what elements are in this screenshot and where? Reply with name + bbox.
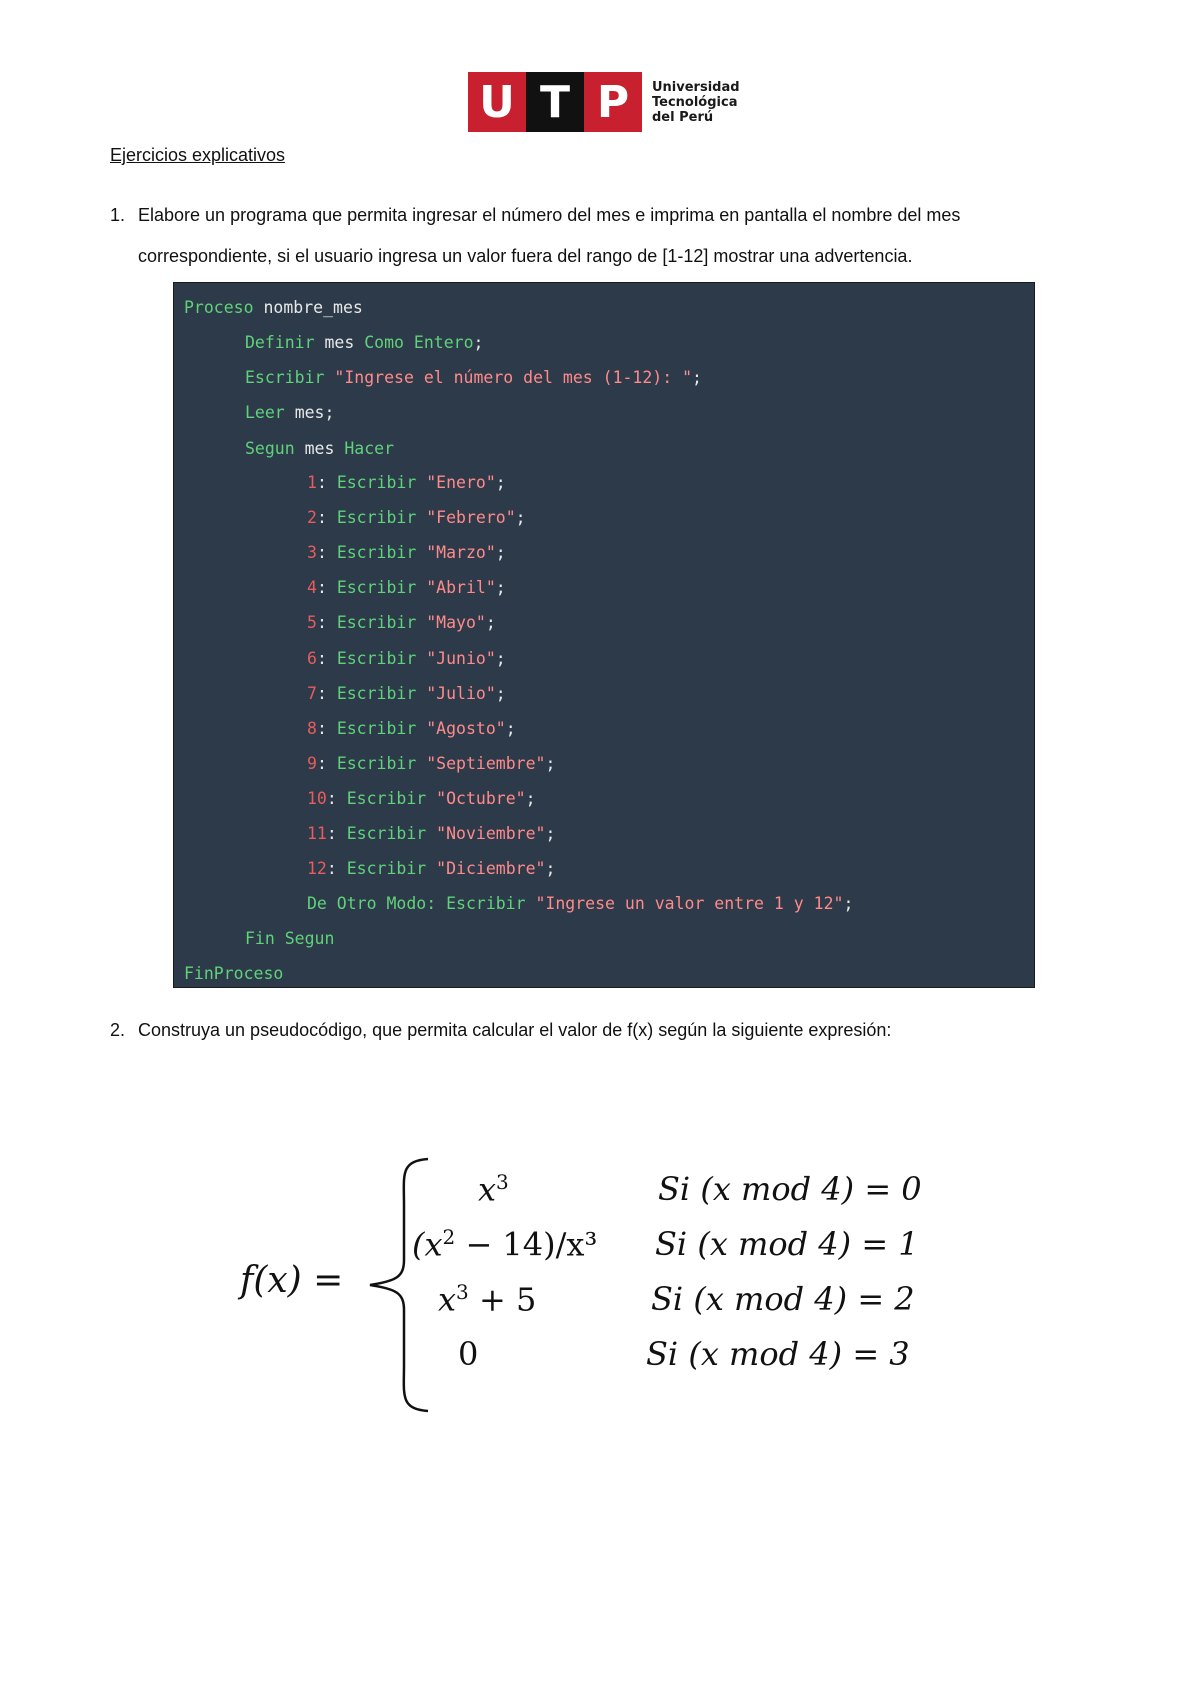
formula-case-condition: Si (x mod 4) = 3 [646,1335,910,1373]
code-line-case: 7: Escribir "Julio"; [307,683,506,703]
kw-hacer: Hacer [344,439,395,458]
code-line-case: 9: Escribir "Septiembre"; [307,753,556,773]
logo-letter-p: P [584,72,642,132]
case-string: "Junio" [426,648,496,668]
segun-var: mes [304,439,335,458]
kw-otro-modo: De Otro Modo: [307,894,437,913]
kw-definir: Definir [245,333,315,352]
case-number: 3 [307,543,317,563]
exercise1-line1 [110,205,960,226]
exercise2-line [110,1020,891,1041]
expr-base: 0 [458,1335,479,1373]
kw-como: Como [364,333,404,352]
leer-var: mes; [294,403,335,422]
kw-escribir-case: Escribir [336,718,417,738]
proceso-name: nombre_mes [263,298,363,317]
case-string: "Febrero" [426,508,516,528]
kw-fin-segun: Fin Segun [245,929,335,948]
case-number: 2 [307,508,317,528]
kw-entero: Entero [413,333,474,352]
logo-letter-u: U [468,72,526,132]
code-line-case: 12: Escribir "Diciembre"; [307,859,556,879]
case-string: "Enero" [426,473,496,492]
otro-modo-string: "Ingrese un valor entre 1 y 12" [535,894,844,913]
formula-case-expr [458,1335,478,1373]
logo-name-line2: Tecnológica [652,94,738,110]
formula-case-condition: Si (x mod 4) = 2 [651,1280,915,1318]
kw-escribir-case: Escribir [336,543,417,563]
exercise2-text: Construya un pseudocódigo, que permita calcular el valor de f(x) según la siguiente expresión: [138,1020,892,1040]
expr-sup: 2 [442,1225,456,1249]
code-line-proceso [184,297,363,319]
exercise2-number: 2. [110,1020,126,1040]
expr-sup: 3 [456,1280,469,1304]
kw-escribir-case: Escribir [346,824,427,843]
kw-leer: Leer [245,403,285,422]
kw-escribir-case: Escribir [346,788,427,808]
case-string: "Agosto" [426,718,506,738]
case-number: 5 [307,613,317,633]
code-line-fin-proceso [184,963,283,985]
kw-escribir: Escribir [245,368,325,387]
case-number: 1 [307,473,317,492]
code-line-case: 11: Escribir "Noviembre"; [307,824,556,843]
utp-logo [468,72,740,132]
code-line-leer [245,402,334,424]
kw-escribir-case: Escribir [336,683,417,703]
logo-letter-t: T [526,72,584,132]
logo-name-line3: del Perú [652,109,714,125]
kw-escribir-case: Escribir [336,613,417,633]
code-line-case: 2: Escribir "Febrero"; [307,508,526,528]
case-string: "Marzo" [426,543,496,563]
code-line-case: 4: Escribir "Abril"; [307,578,506,598]
kw-escribir-case: Escribir [336,753,417,773]
exercise1-line2: correspondiente, si el usuario ingresa un valor fuera del rango de [1-12] mostrar una advertencia. [138,246,913,266]
case-string: "Mayo" [426,613,486,633]
kw-escribir-otro: Escribir [446,894,526,913]
kw-escribir-case: Escribir [346,859,427,879]
logo-mark [468,72,642,132]
expr-sup: 3 [496,1170,509,1194]
expr-rest: + 5 [468,1280,537,1319]
case-number: 12 [307,859,327,879]
case-number: 9 [307,753,317,773]
formula-lhs: f(x) = [240,1260,344,1301]
case-number: 8 [307,718,317,738]
case-string: "Abril" [426,578,496,598]
code-line-segun [245,438,394,460]
code-line-otro-modo: De Otro Modo: Escribir "Ingrese un valor entre 1 y 12"; [307,894,854,913]
case-string: "Julio" [426,683,496,703]
formula-case-condition: Si (x mod 4) = 1 [655,1225,919,1263]
kw-escribir-case: Escribir [336,648,417,668]
code-line-case: 10: Escribir "Octubre"; [307,788,536,808]
formula-brace [360,1155,430,1415]
code-line-case: 1: Escribir "Enero"; [307,473,506,492]
logo-name-line1: Universidad [652,79,740,95]
definir-var: mes [324,333,355,352]
case-string: "Diciembre" [436,859,546,879]
exercise1-number: 1. [110,205,126,225]
case-number: 11 [307,824,327,843]
case-string: "Octubre" [436,788,526,808]
kw-proceso: Proceso [184,298,254,317]
kw-segun: Segun [245,439,295,458]
formula-case-expr [478,1170,509,1209]
code-line-case: 6: Escribir "Junio"; [307,648,506,668]
formula-case-condition: Si (x mod 4) = 0 [658,1170,922,1208]
kw-escribir-case: Escribir [336,473,417,492]
formula-case-expr [438,1280,536,1319]
expr-base: x [438,1280,457,1319]
code-line-definir: Definir mes Como Entero; [245,333,484,352]
kw-fin-proceso: FinProceso [184,964,284,983]
expr-base: x [478,1170,497,1209]
code-line-case: 8: Escribir "Agosto"; [307,718,516,738]
code-line-fin-segun [245,928,334,950]
case-number: 6 [307,648,317,668]
section-title: Ejercicios explicativos [110,145,286,165]
case-number: 10 [307,788,327,808]
code-line-escribir-prompt: Escribir "Ingrese el número del mes (1-12): "; [245,368,702,387]
case-number: 4 [307,578,317,598]
code-block [173,282,1035,988]
kw-escribir-case: Escribir [336,508,417,528]
case-number: 7 [307,683,317,703]
code-line-case: 3: Escribir "Marzo"; [307,543,506,563]
prompt-string: "Ingrese el número del mes (1-12): " [334,368,693,387]
case-string: "Septiembre" [426,753,546,773]
code-line-case: 5: Escribir "Mayo"; [307,613,496,633]
case-string: "Noviembre" [436,824,546,843]
formula-case-expr [412,1225,597,1264]
exercise1-text-line1: Elabore un programa que permita ingresar el número del mes e imprima en pantalla el nombre del mes [138,205,961,225]
expr-rest: − 14)/x³ [455,1225,598,1264]
expr-base: (x [412,1225,443,1264]
logo-wordmark [652,80,740,125]
kw-escribir-case: Escribir [336,578,417,598]
